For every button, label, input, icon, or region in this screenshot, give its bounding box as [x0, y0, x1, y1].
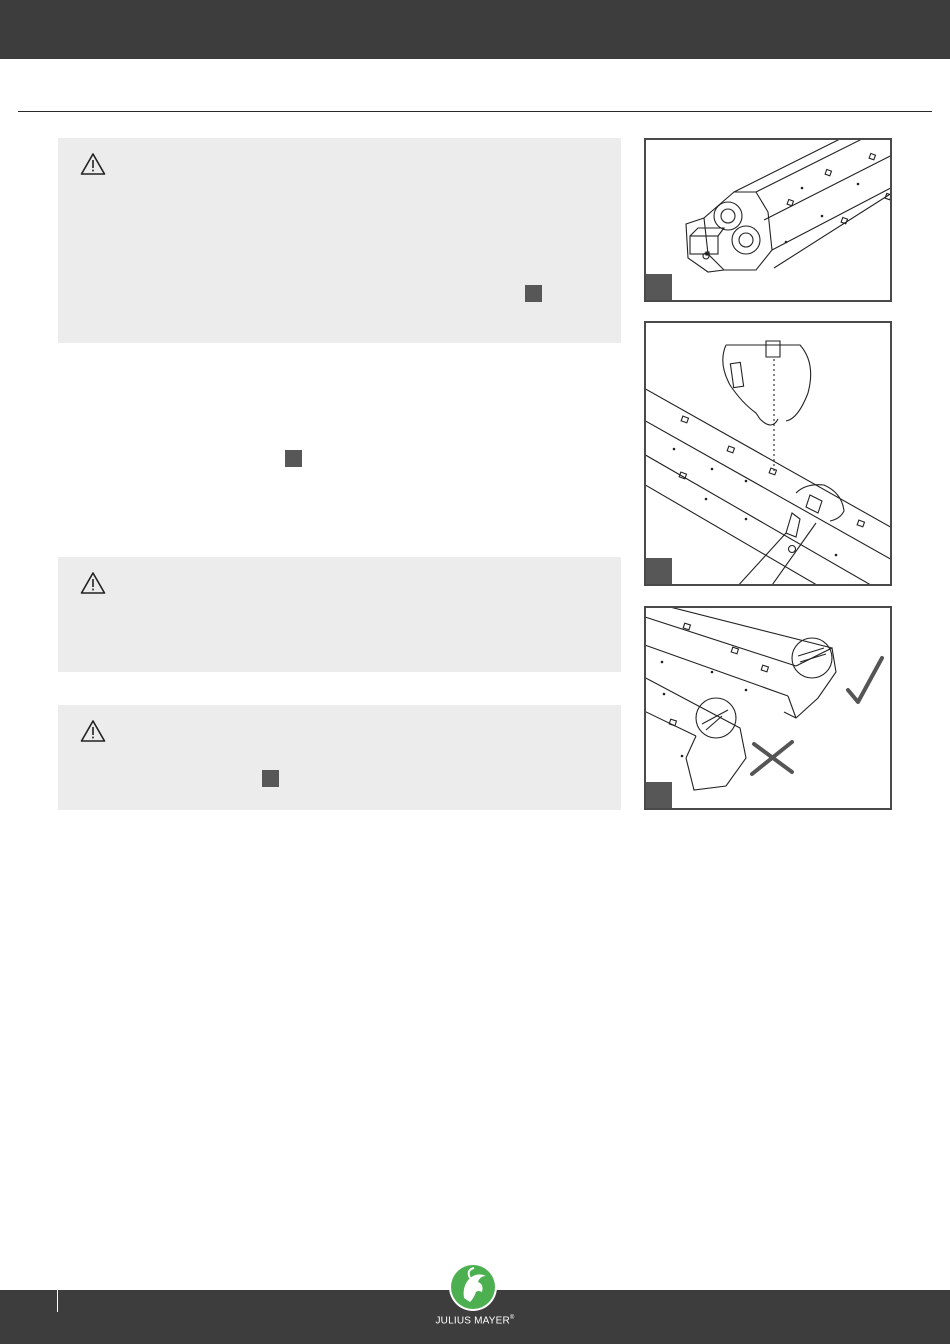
- checkmark-icon: [848, 658, 882, 702]
- tube-end-illustration: [646, 140, 892, 302]
- warning-note-3: [58, 705, 621, 810]
- brand-name: [400, 1315, 550, 1326]
- registered-mark: ®: [509, 1315, 515, 1321]
- warning-triangle-icon: [80, 571, 106, 595]
- warning-triangle-icon: [80, 152, 106, 176]
- figure-clip-mounting: [644, 321, 892, 586]
- figure-reference-marker: [525, 285, 542, 302]
- figure-reference-marker: [262, 770, 279, 787]
- figure-marker: [646, 782, 672, 808]
- clip-mounting-illustration: [646, 323, 892, 586]
- figure-correct-incorrect: [644, 606, 892, 810]
- header-bar: [0, 0, 950, 59]
- warning-triangle-icon: [80, 719, 106, 743]
- cross-icon: [752, 742, 792, 774]
- goat-head-logo: [448, 1262, 498, 1312]
- footer-divider: [57, 1290, 58, 1312]
- warning-note-2: [58, 557, 621, 672]
- figure-reference-marker: [285, 450, 302, 467]
- header-rule: [18, 111, 932, 112]
- warning-note-1: [58, 138, 621, 343]
- correct-incorrect-illustration: [646, 608, 892, 810]
- brand-text: JULIUS MAYER: [435, 1315, 510, 1327]
- figure-tube-end: [644, 138, 892, 302]
- figure-marker: [646, 274, 672, 300]
- figure-marker: [646, 558, 672, 584]
